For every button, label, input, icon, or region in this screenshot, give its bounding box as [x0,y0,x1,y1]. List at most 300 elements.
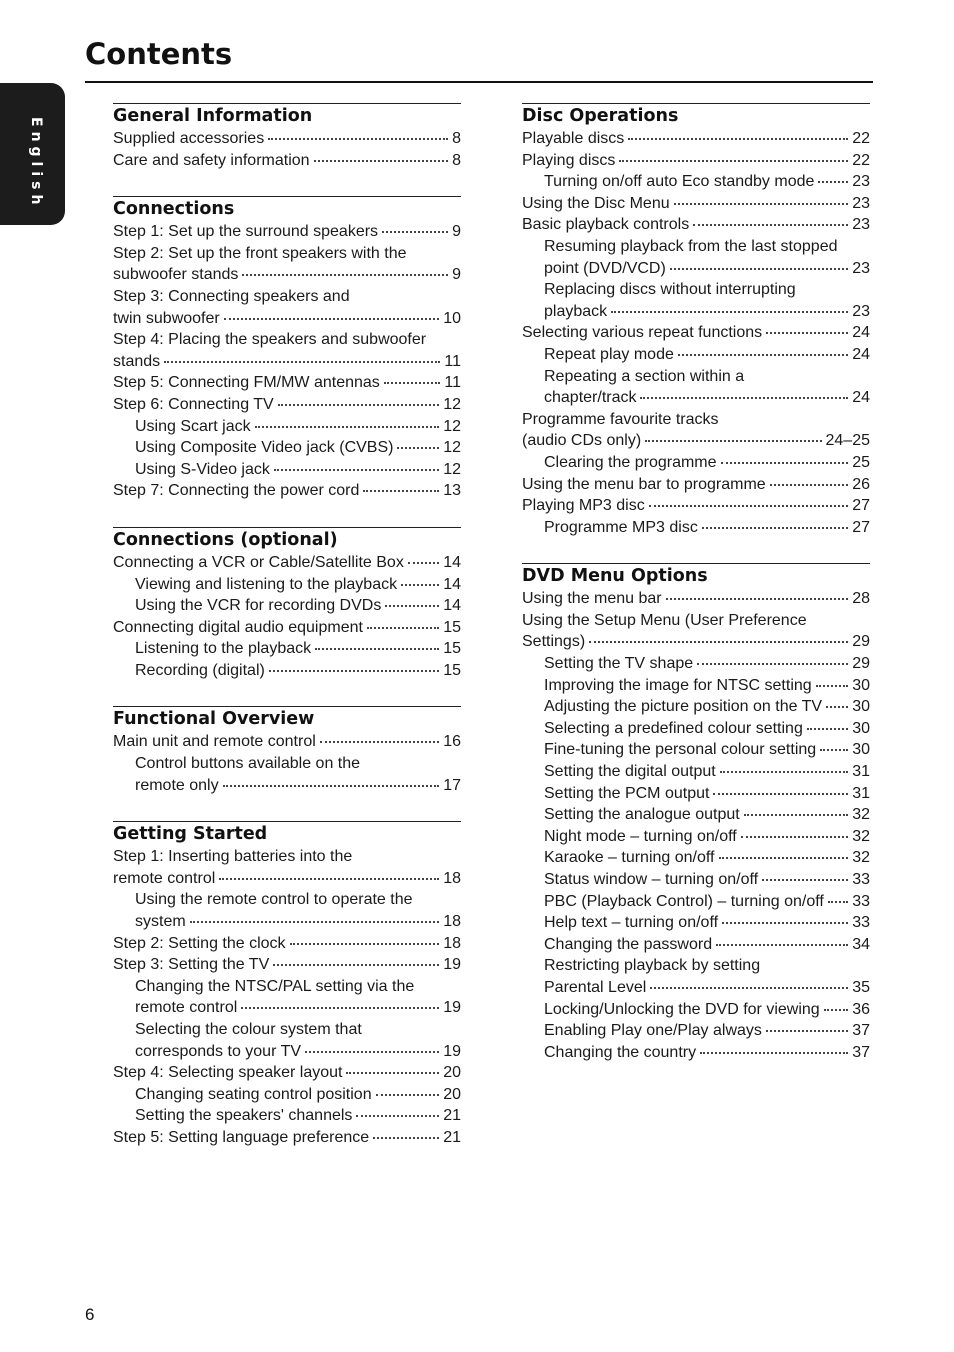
toc-entry-text: point (DVD/VCD) [544,259,666,277]
toc-entry-page: 18 [443,934,461,952]
toc-entry-text-line1: Using the remote control to operate the [135,891,413,909]
dot-leader [741,836,848,838]
toc-entry-text: Viewing and listening to the playback [135,575,398,593]
dot-leader [273,964,439,966]
toc-entry[interactable] [113,459,461,481]
toc-entry-page: 9 [452,266,461,284]
toc-entry-page: 16 [443,733,461,751]
dot-leader [367,627,439,629]
dot-leader [766,1030,848,1032]
toc-entry-text-line1: Resuming playback from the last stopped [544,237,838,255]
toc-entry-page: 30 [852,698,870,716]
toc-entry-page: 11 [444,374,461,392]
dot-leader [697,663,848,665]
toc-entry-text: Care and safety information [113,151,310,169]
toc-entry-page: 31 [852,763,870,781]
toc-entry[interactable] [522,610,870,653]
dot-leader [722,922,848,924]
dot-leader [670,268,848,270]
toc-entry[interactable] [113,221,461,243]
toc-entry-page: 37 [852,1022,870,1040]
toc-entry-page: 22 [852,151,870,169]
toc-entry-line2 [544,301,870,323]
toc-entry-line2 [544,387,870,409]
toc-entry-text-line1: Using the Setup Menu (User Preference [522,611,807,629]
toc-entry-text: Karaoke – turning on/off [544,849,715,867]
toc-entry-text: subwoofer stands [113,266,239,284]
dot-leader [674,203,849,205]
dot-leader [269,670,439,672]
toc-entry-text: (audio CDs only) [522,432,642,450]
toc-entry[interactable] [522,761,870,783]
toc-entry-text-line1: Replacing discs without interrupting [544,281,796,299]
dot-leader [320,741,439,743]
toc-entry[interactable] [113,286,461,329]
dot-leader [397,447,439,449]
toc-entry-text: Settings) [522,633,586,651]
toc-entry-text: Changing the country [544,1043,697,1061]
toc-entry-text-line1: Programme favourite tracks [522,410,719,428]
toc-entry-page: 34 [852,935,870,953]
dot-leader [268,138,448,140]
toc-entry-page: 33 [852,914,870,932]
toc-entry-page: 32 [852,849,870,867]
dot-leader [762,879,848,881]
toc-entry[interactable] [522,955,870,998]
toc-entry-page: 20 [443,1085,461,1103]
toc-entry-line2 [113,351,461,373]
dot-leader [242,274,448,276]
toc-entry[interactable] [113,753,461,796]
toc-entry[interactable] [522,891,870,913]
toc-entry[interactable] [522,696,870,718]
toc-entry-page: 28 [852,590,870,608]
toc-entry-text: chapter/track [544,389,637,407]
toc-entry[interactable] [113,976,461,1019]
toc-entry-page: 29 [852,633,870,651]
language-tab [0,83,65,225]
toc-entry-page: 8 [452,130,461,147]
toc-entry[interactable] [522,322,870,344]
dot-leader [219,878,439,880]
section-title: Functional Overview [113,709,315,730]
toc-entry[interactable] [522,804,870,826]
toc-entry-line2 [113,264,461,286]
toc-entry[interactable] [113,933,461,955]
toc-entry-text: Setting the speakers' channels [135,1107,353,1125]
dot-leader [645,440,821,442]
toc-entry[interactable] [113,1127,461,1149]
toc-entry-page: 19 [443,956,461,974]
toc-entry-text: Step 3: Setting the TV [113,956,270,974]
toc-entry-text: Step 5: Setting language preference [113,1128,370,1146]
toc-entry-text: stands [113,352,161,370]
toc-entry-text: Playing MP3 disc [522,497,645,515]
toc-entry-text-line1: Step 3: Connecting speakers and [113,287,350,305]
toc-entry[interactable] [522,718,870,740]
dot-leader [744,814,848,816]
toc-entry-text: Changing the password [544,935,713,953]
toc-entry[interactable] [522,236,870,279]
toc-entry[interactable] [113,1084,461,1106]
dot-leader [589,641,848,643]
toc-entry-text: Night mode – turning on/off [544,827,737,845]
toc-entry-page: 36 [852,1000,870,1018]
section-title: Disc Operations [522,106,679,126]
dot-leader [376,1094,440,1096]
dot-leader [650,987,848,989]
toc-entry[interactable] [113,372,461,394]
toc-entry-page: 13 [443,482,461,500]
toc-entry-text: Using S-Video jack [135,460,270,478]
toc-entry[interactable] [113,243,461,286]
dot-leader [363,490,439,492]
toc-entry-text-line1: Selecting the colour system that [135,1021,362,1038]
toc-entry[interactable] [522,653,870,675]
toc-entry[interactable] [522,826,870,848]
toc-entry-text: Setting the PCM output [544,784,710,802]
section-title: Connections (optional) [113,529,338,550]
toc-section-connections [113,196,461,502]
toc-entry[interactable] [113,638,461,660]
toc-entry-text: Status window – turning on/off [544,871,759,888]
toc-entry-line2 [522,631,870,653]
toc-entry[interactable] [522,999,870,1021]
toc-entry[interactable] [522,1042,870,1064]
toc-entry-text: Using Scart jack [135,417,251,435]
toc-entry[interactable] [522,783,870,805]
toc-entry-text: Setting the analogue output [544,806,740,824]
dot-leader [385,605,439,607]
toc-entry-text: corresponds to your TV [135,1042,302,1060]
toc-entry-text: Using the menu bar to programme [522,475,766,493]
dot-leader [824,1009,849,1011]
toc-entry-page: 12 [443,417,461,435]
toc-left-column [113,103,461,1174]
toc-entry-text: Basic playback controls [522,216,690,234]
toc-entry[interactable] [113,480,461,502]
dot-leader [619,160,848,162]
toc-entry[interactable] [522,675,870,697]
dot-leader [164,361,440,363]
dot-leader [305,1051,439,1053]
toc-entry[interactable] [113,1019,461,1062]
section-title: General Information [113,106,313,126]
page-number: 6 [85,1305,95,1324]
toc-entry[interactable] [522,279,870,322]
toc-entry-text-line1: Changing the NTSC/PAL setting via the [135,977,415,995]
toc-entry-text: Improving the image for NTSC setting [544,676,812,694]
toc-entry[interactable] [113,660,461,682]
section-title: Getting Started [113,824,268,845]
toc-section-general-information [113,103,461,171]
toc-section-connections-optional [113,527,461,682]
toc-entry-text-line1: Control buttons available on the [135,755,361,773]
toc-entry[interactable] [522,128,870,150]
dot-leader [314,160,449,162]
dot-leader [290,943,440,945]
toc-entry-text: Help text – turning on/off [544,914,719,932]
section-title: DVD Menu Options [522,566,708,587]
toc-entry[interactable] [522,193,870,215]
toc-entry-page: 30 [852,719,870,737]
toc-entry[interactable] [522,409,870,452]
toc-entry-page: 9 [452,223,461,241]
toc-entry-text-line1: Repeating a section within a [544,367,745,385]
toc-entry-text: Step 4: Selecting speaker layout [113,1064,343,1082]
toc-entry[interactable] [522,517,870,539]
toc-entry-page: 21 [443,1107,461,1125]
toc-entry-page: 23 [852,173,870,191]
dot-leader [720,771,849,773]
toc-entry-text: Clearing the programme [544,453,717,471]
toc-entry-text: remote control [135,999,238,1017]
toc-entry-page: 20 [443,1064,461,1082]
toc-entry-page: 14 [443,597,461,615]
toc-entry-page: 23 [852,259,870,277]
toc-entry-page: 17 [443,776,461,794]
toc-entry-page: 15 [443,661,461,679]
dot-leader [702,527,848,529]
dot-leader [721,462,849,464]
toc-entry-line2 [522,430,870,452]
toc-entry-text: remote control [113,869,216,887]
toc-entry[interactable] [113,416,461,438]
toc-entry[interactable] [113,574,461,596]
dot-leader [826,706,848,708]
toc-entry-page: 8 [452,151,461,169]
toc-entry[interactable] [113,954,461,976]
toc-entry-page: 23 [852,216,870,234]
toc-entry-text: Main unit and remote control [113,733,316,751]
dot-leader [766,332,848,334]
toc-entry[interactable] [522,344,870,366]
toc-entry[interactable] [522,934,870,956]
toc-entry-page: 30 [852,741,870,759]
toc-entry-page: 33 [852,892,870,910]
toc-entry[interactable] [113,846,461,889]
toc-entry-line2 [135,997,461,1019]
toc-entry-line2 [544,977,870,999]
toc-entry[interactable] [522,495,870,517]
toc-entry-line2 [113,308,461,330]
dot-leader [716,944,848,946]
dot-leader [693,224,848,226]
toc-entry-line2 [135,1041,461,1063]
dot-leader [713,793,848,795]
dot-leader [346,1072,439,1074]
dot-leader [816,685,849,687]
dot-leader [818,181,848,183]
toc-entry-line2 [135,775,461,797]
toc-entry-text: twin subwoofer [113,309,220,327]
dot-leader [255,426,440,428]
toc-entry-page: 24 [852,389,870,407]
toc-entry[interactable] [522,150,870,172]
toc-section-disc-operations [522,103,870,538]
toc-entry-text: Step 6: Connecting TV [113,395,274,413]
toc-entry[interactable] [522,474,870,496]
toc-entry[interactable] [113,552,461,574]
dot-leader [278,404,440,406]
toc-entry-text-line1: Restricting playback by setting [544,957,761,975]
toc-entry-page: 12 [443,460,461,478]
toc-entry-page: 27 [852,518,870,536]
toc-entry-text: Setting the digital output [544,763,716,781]
toc-entry-page: 37 [852,1043,870,1061]
toc-entry-page: 18 [443,869,461,887]
dot-leader [611,311,848,313]
toc-entry-page: 32 [852,806,870,824]
toc-entry-text: Fine-tuning the personal colour setting [544,741,817,759]
dot-leader [649,505,848,507]
toc-entry-text: Using the menu bar [522,590,662,608]
toc-entry-text: Parental Level [544,978,647,996]
dot-leader [224,318,439,320]
toc-entry-page: 15 [443,640,461,658]
toc-entry[interactable] [522,739,870,761]
toc-entry-page: 15 [443,618,461,636]
toc-entry[interactable] [113,437,461,459]
dot-leader [356,1115,439,1117]
toc-entry-text: remote only [135,776,219,794]
toc-entry[interactable] [113,889,461,932]
toc-entry[interactable] [113,128,461,150]
toc-entry[interactable] [522,1020,870,1042]
dot-leader [274,469,439,471]
dot-leader [241,1007,439,1009]
toc-entry-text: Adjusting the picture position on the TV [544,698,823,716]
dot-leader [828,901,848,903]
toc-entry-page: 24 [852,345,870,363]
toc-entry-page: 32 [852,827,870,845]
toc-section-dvd-menu-options [522,563,870,1063]
toc-entry-text: Step 5: Connecting FM/MW antennas [113,374,380,392]
toc-entry-text: Setting the TV shape [544,655,694,673]
dot-leader [373,1137,439,1139]
dot-leader [700,1052,848,1054]
dot-leader [770,484,849,486]
toc-entry[interactable] [113,1105,461,1127]
toc-entry[interactable] [522,366,870,409]
dot-leader [382,231,448,233]
toc-entry-text: Using the VCR for recording DVDs [135,597,382,615]
language-tab-label: English [28,117,44,210]
toc-entry-page: 33 [852,871,870,888]
toc-entry-page: 22 [852,130,870,147]
toc-entry-text: Changing seating control position [135,1085,372,1103]
toc-entry-text: Using the Disc Menu [522,194,670,212]
toc-entry[interactable] [113,150,461,172]
toc-right-column [522,103,870,1088]
toc-entry[interactable] [113,1062,461,1084]
toc-entry[interactable] [522,171,870,193]
toc-entry[interactable] [522,588,870,610]
toc-entry[interactable] [522,214,870,236]
toc-entry[interactable] [522,452,870,474]
toc-entry-text: Selecting a predefined colour setting [544,719,803,737]
toc-entry-line2 [544,258,870,280]
dot-leader [408,562,439,564]
toc-entry-page: 10 [443,309,461,327]
toc-entry-text: Enabling Play one/Play always [544,1022,762,1040]
dot-leader [401,584,439,586]
toc-entry-page: 18 [443,913,461,931]
toc-entry-page: 24 [852,324,870,342]
dot-leader [640,397,848,399]
toc-entry-page: 12 [443,439,461,457]
toc-entry-text: Using Composite Video jack (CVBS) [135,439,394,457]
toc-entry-text: Supplied accessories [113,130,265,147]
toc-section-functional-overview [113,706,461,796]
toc-entry-text: Step 1: Set up the surround speakers [113,223,379,241]
dot-leader [666,598,849,600]
title-rule [85,81,873,83]
toc-entry-text: Listening to the playback [135,640,312,658]
toc-entry[interactable] [113,731,461,753]
toc-entry-text: Turning on/off auto Eco standby mode [544,173,815,191]
toc-entry[interactable] [113,329,461,372]
toc-entry-text: system [135,913,186,931]
toc-entry-text: Playing discs [522,151,616,169]
toc-entry-text: Step 7: Connecting the power cord [113,482,360,500]
toc-entry-page: 29 [852,655,870,673]
toc-entry[interactable] [113,394,461,416]
toc-entry[interactable] [522,847,870,869]
toc-entry-page: 23 [852,194,870,212]
toc-entry-text: Playable discs [522,130,625,147]
toc-entry-page: 35 [852,978,870,996]
dot-leader [807,728,848,730]
toc-entry-page: 14 [443,575,461,593]
toc-entry[interactable] [522,912,870,934]
toc-entry-text: Repeat play mode [544,345,674,363]
toc-entry-page: 12 [443,395,461,413]
toc-entry-text-line1: Step 4: Placing the speakers and subwoofer [113,331,427,349]
toc-entry-text: playback [544,302,608,320]
toc-entry-page: 27 [852,497,870,515]
toc-entry[interactable] [522,869,870,891]
toc-entry-page: 19 [443,1042,461,1060]
dot-leader [719,857,849,859]
toc-entry-text-line1: Step 2: Set up the front speakers with the [113,244,407,262]
toc-entry-text: Recording (digital) [135,661,265,679]
toc-entry-page: 26 [852,475,870,493]
page-title: Contents [85,37,233,71]
toc-entry-page: 19 [443,999,461,1017]
toc-entry-page: 11 [444,352,461,370]
toc-entry-text: Step 2: Setting the clock [113,934,286,952]
toc-entry-page: 21 [443,1128,461,1146]
dot-leader [678,354,848,356]
toc-entry[interactable] [113,617,461,639]
toc-entry-text: Programme MP3 disc [544,518,698,536]
toc-entry-text: PBC (Playback Control) – turning on/off [544,892,824,910]
toc-entry-text: Selecting various repeat functions [522,324,763,342]
toc-entry-text: Connecting a VCR or Cable/Satellite Box [113,553,404,571]
toc-entry-text: Connecting digital audio equipment [113,618,363,636]
section-title: Connections [113,199,235,220]
dot-leader [628,138,848,140]
toc-entry[interactable] [113,595,461,617]
dot-leader [820,749,848,751]
toc-entry-line2 [135,911,461,933]
dot-leader [190,921,440,923]
toc-entry-page: 31 [852,784,870,802]
toc-entry-text: Locking/Unlocking the DVD for viewing [544,1000,820,1018]
toc-entry-page: 23 [852,302,870,320]
toc-section-getting-started [113,821,461,1148]
